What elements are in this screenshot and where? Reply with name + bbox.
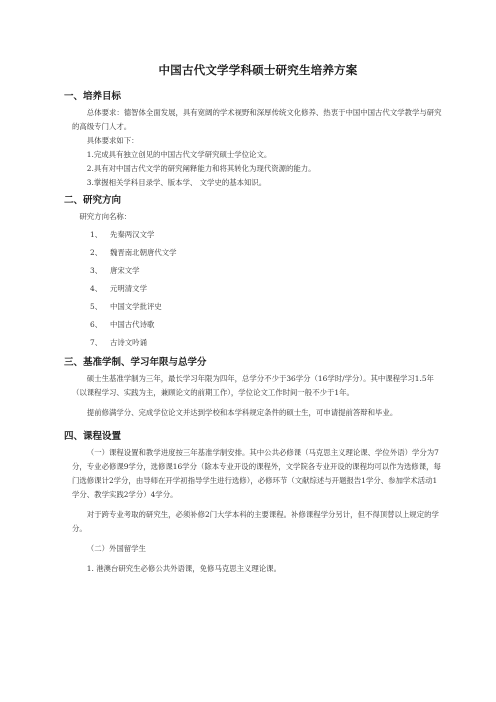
direction-item: 6、 中国古代诗歌 [90,320,155,329]
direction-item: 1、 先秦两汉文学 [90,230,155,239]
courses-paragraph-2: 对于跨专业考取的研究生，必须补修2门大学本科的主要课程。补修课程学分另计，但不得顶替以上规定的学分。 [72,510,439,533]
directions-label: 研究方向名称： [79,212,132,221]
section-heading-duration: 三、基准学制、学习年限与总学分 [64,357,207,368]
direction-item: 2、 魏晋南北朝唐代文学 [90,248,177,257]
goals-overall: 总体要求：德智体全面发展，具有宽阔的学术视野和深厚传统文化修养、热衷于中国中国古代文学教学与研究的高级专门人才。 [72,108,442,131]
section-heading-courses: 四、课程设置 [64,431,122,442]
direction-item: 7、 古诗文吟诵 [90,338,147,347]
courses-paragraph-1: （一）课程设置和教学进度按三年基准学制安排。其中公共必修课（马克思主义理论课、学位外语）学分为7分，专业必修课9学分，选修课16学分（除本专业开设的课程外，文学院各专业开设的课程均可以作为选修课，每门选修课计2学分，由导师在开学初指导学生进行选修），必修环节（文献综述与开题报告1学分、参加学术活动1学分、教学实践2学分）4学分。 [72,448,441,499]
direction-item: 4、 元明清文学 [90,284,147,293]
goals-item-3: 3.掌握相关学科目录学、版本学、 文学史的基本知识。 [86,178,267,187]
duration-paragraph-1: 硕士生基准学制为三年，最长学习年限为四年，总学分不少于36学分（16学时/学分）。其中课程学习1.5年（以课程学习、实践为主，兼顾论文的前期工作），学位论文工作时间一般不少于1年。 [72,374,434,397]
section-heading-goals: 一、培养目标 [64,91,122,102]
document-title: 中国古代文学学科硕士研究生培养方案 [158,63,358,77]
goals-specific-label: 具体要求如下： [86,136,139,145]
direction-item: 5、 中国文学批评史 [90,302,162,311]
courses-foreign-item-1: 1. 港澳台研究生必修公共外语课，免修马克思主义理论课。 [86,564,281,573]
goals-item-2: 2.具有对中国古代文学的研究阐释能力和将其转化为现代资源的能力。 [86,164,316,173]
goals-item-1: 1.完成具有独立创见的中国古代文学研究硕士学位论文。 [86,150,272,159]
courses-subheading-foreign: （二）外国留学生 [86,544,146,553]
duration-paragraph-2: 提前修满学分、完成学位论文并达到学校和本学科规定条件的硕士生，可申请提前答辩和毕业。 [86,408,398,417]
direction-item: 3、 唐宋文学 [90,266,140,275]
section-heading-directions: 二、研究方向 [64,195,122,206]
